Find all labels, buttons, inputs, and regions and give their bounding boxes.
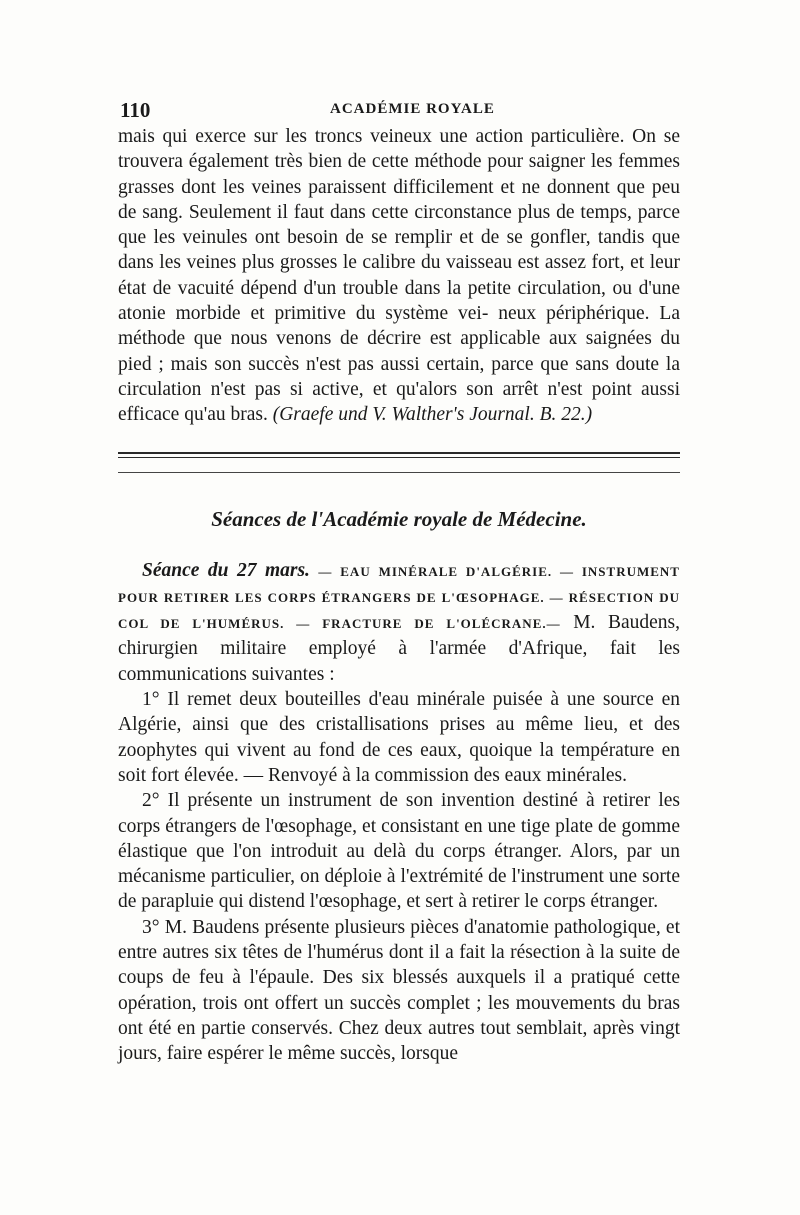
items bbox=[118, 687, 680, 1066]
paragraph-graefe bbox=[118, 124, 680, 428]
para-line: temps, parce que les veinules ont besoin de se remplir et de se gonfler, bbox=[118, 201, 680, 249]
para-line: circulation, ou d'une atonie morbide et primitive du système vei- bbox=[118, 277, 680, 325]
session-intro: M. Baudens, chirurgien militaire employé à l'armée d'Afrique, fait les communications suivantes : bbox=[118, 612, 680, 685]
para-line: assez fort, et leur état de vacuité dépend d'un trouble dans la petite bbox=[118, 252, 681, 299]
section-title: Séances de l'Académie royale de Médecine. bbox=[211, 506, 587, 531]
page-number: 110 bbox=[120, 98, 151, 122]
para-line: tandis que dans les veines plus grosses le calibre du vaisseau est bbox=[118, 227, 680, 274]
citation: (Graefe und V. Walther's Journal. B. 22.) bbox=[272, 404, 593, 426]
para-line: neux périphérique. La méthode que nous venons de décrire est bbox=[118, 303, 680, 350]
list-item: 1° Il remet deux bouteilles d'eau minérale puisée à une source en Algérie, ainsi que des cristallisations prises au même lieu, et des zoophytes qui vivent au fond de ces eaux, quoique la température en soit fort élevée. — Renvoyé à la commission des eaux minérales. bbox=[118, 689, 680, 786]
session-topics: — EAU MINÉRALE D'ALGÉRIE. — INSTRUMENT POUR RETIRER LES CORPS ÉTRANGERS DE L'ŒSOPHAGE. — RÉSECTION DU COL DE L'HUMÉRUS. — FRACTURE DE L'OLÉCRANE.— bbox=[118, 563, 680, 632]
list-item: 3° M. Baudens présente plusieurs pièces d'anatomie pathologique, et entre autres six têtes de l'humérus dont il a fait la résection à la suite de coups de feu à l'épaule. Des six blessés auxquels il a pratiqué cette opération, trois ont offert un succès complet ; les mouvements du bras ont été en partie conservés. Chez deux autres tout semblait, après vingt jours, faire espérer le même succès, lorsque bbox=[118, 916, 680, 1065]
running-head bbox=[118, 98, 680, 124]
page bbox=[118, 98, 680, 1067]
para-line: applicable aux saignées du pied ; mais son succès n'est pas aussi bbox=[118, 328, 680, 375]
para-line: que peu de sang. Seulement il faut dans cette circonstance plus de bbox=[118, 176, 681, 223]
section-rule-thin bbox=[118, 472, 680, 473]
para-line: se trouvera également très bien de cette méthode pour saigner les bbox=[118, 126, 680, 173]
list-item: 2° Il présente un instrument de son invention destiné à retirer les corps étrangers de l'œsophage, et consistant en une tige plate de gomme élastique que l'on introduit au delà du corps étranger. Alors, par un mécanisme particulier, on déploie à l'extrémité de l'instrument une sorte de parapluie qui distend l'œsophage, et sert à retirer le corps étranger. bbox=[118, 790, 680, 913]
para-line: qu'alors son arrêt n'est point aussi efficace qu'au bras. bbox=[118, 378, 681, 426]
session-date: Séance du 27 mars. bbox=[142, 559, 310, 581]
running-title: ACADÉMIE ROYALE bbox=[330, 101, 495, 117]
section-rule bbox=[118, 452, 680, 458]
para-line: certain, parce que sans doute la circulation n'est pas si active, et bbox=[118, 353, 680, 400]
para-line: mais qui exerce sur les troncs veineux une action particulière. On bbox=[118, 126, 664, 147]
para-line: femmes grasses dont les veines paraissent difficilement et ne donnent bbox=[118, 151, 680, 198]
session-heading bbox=[118, 558, 680, 687]
